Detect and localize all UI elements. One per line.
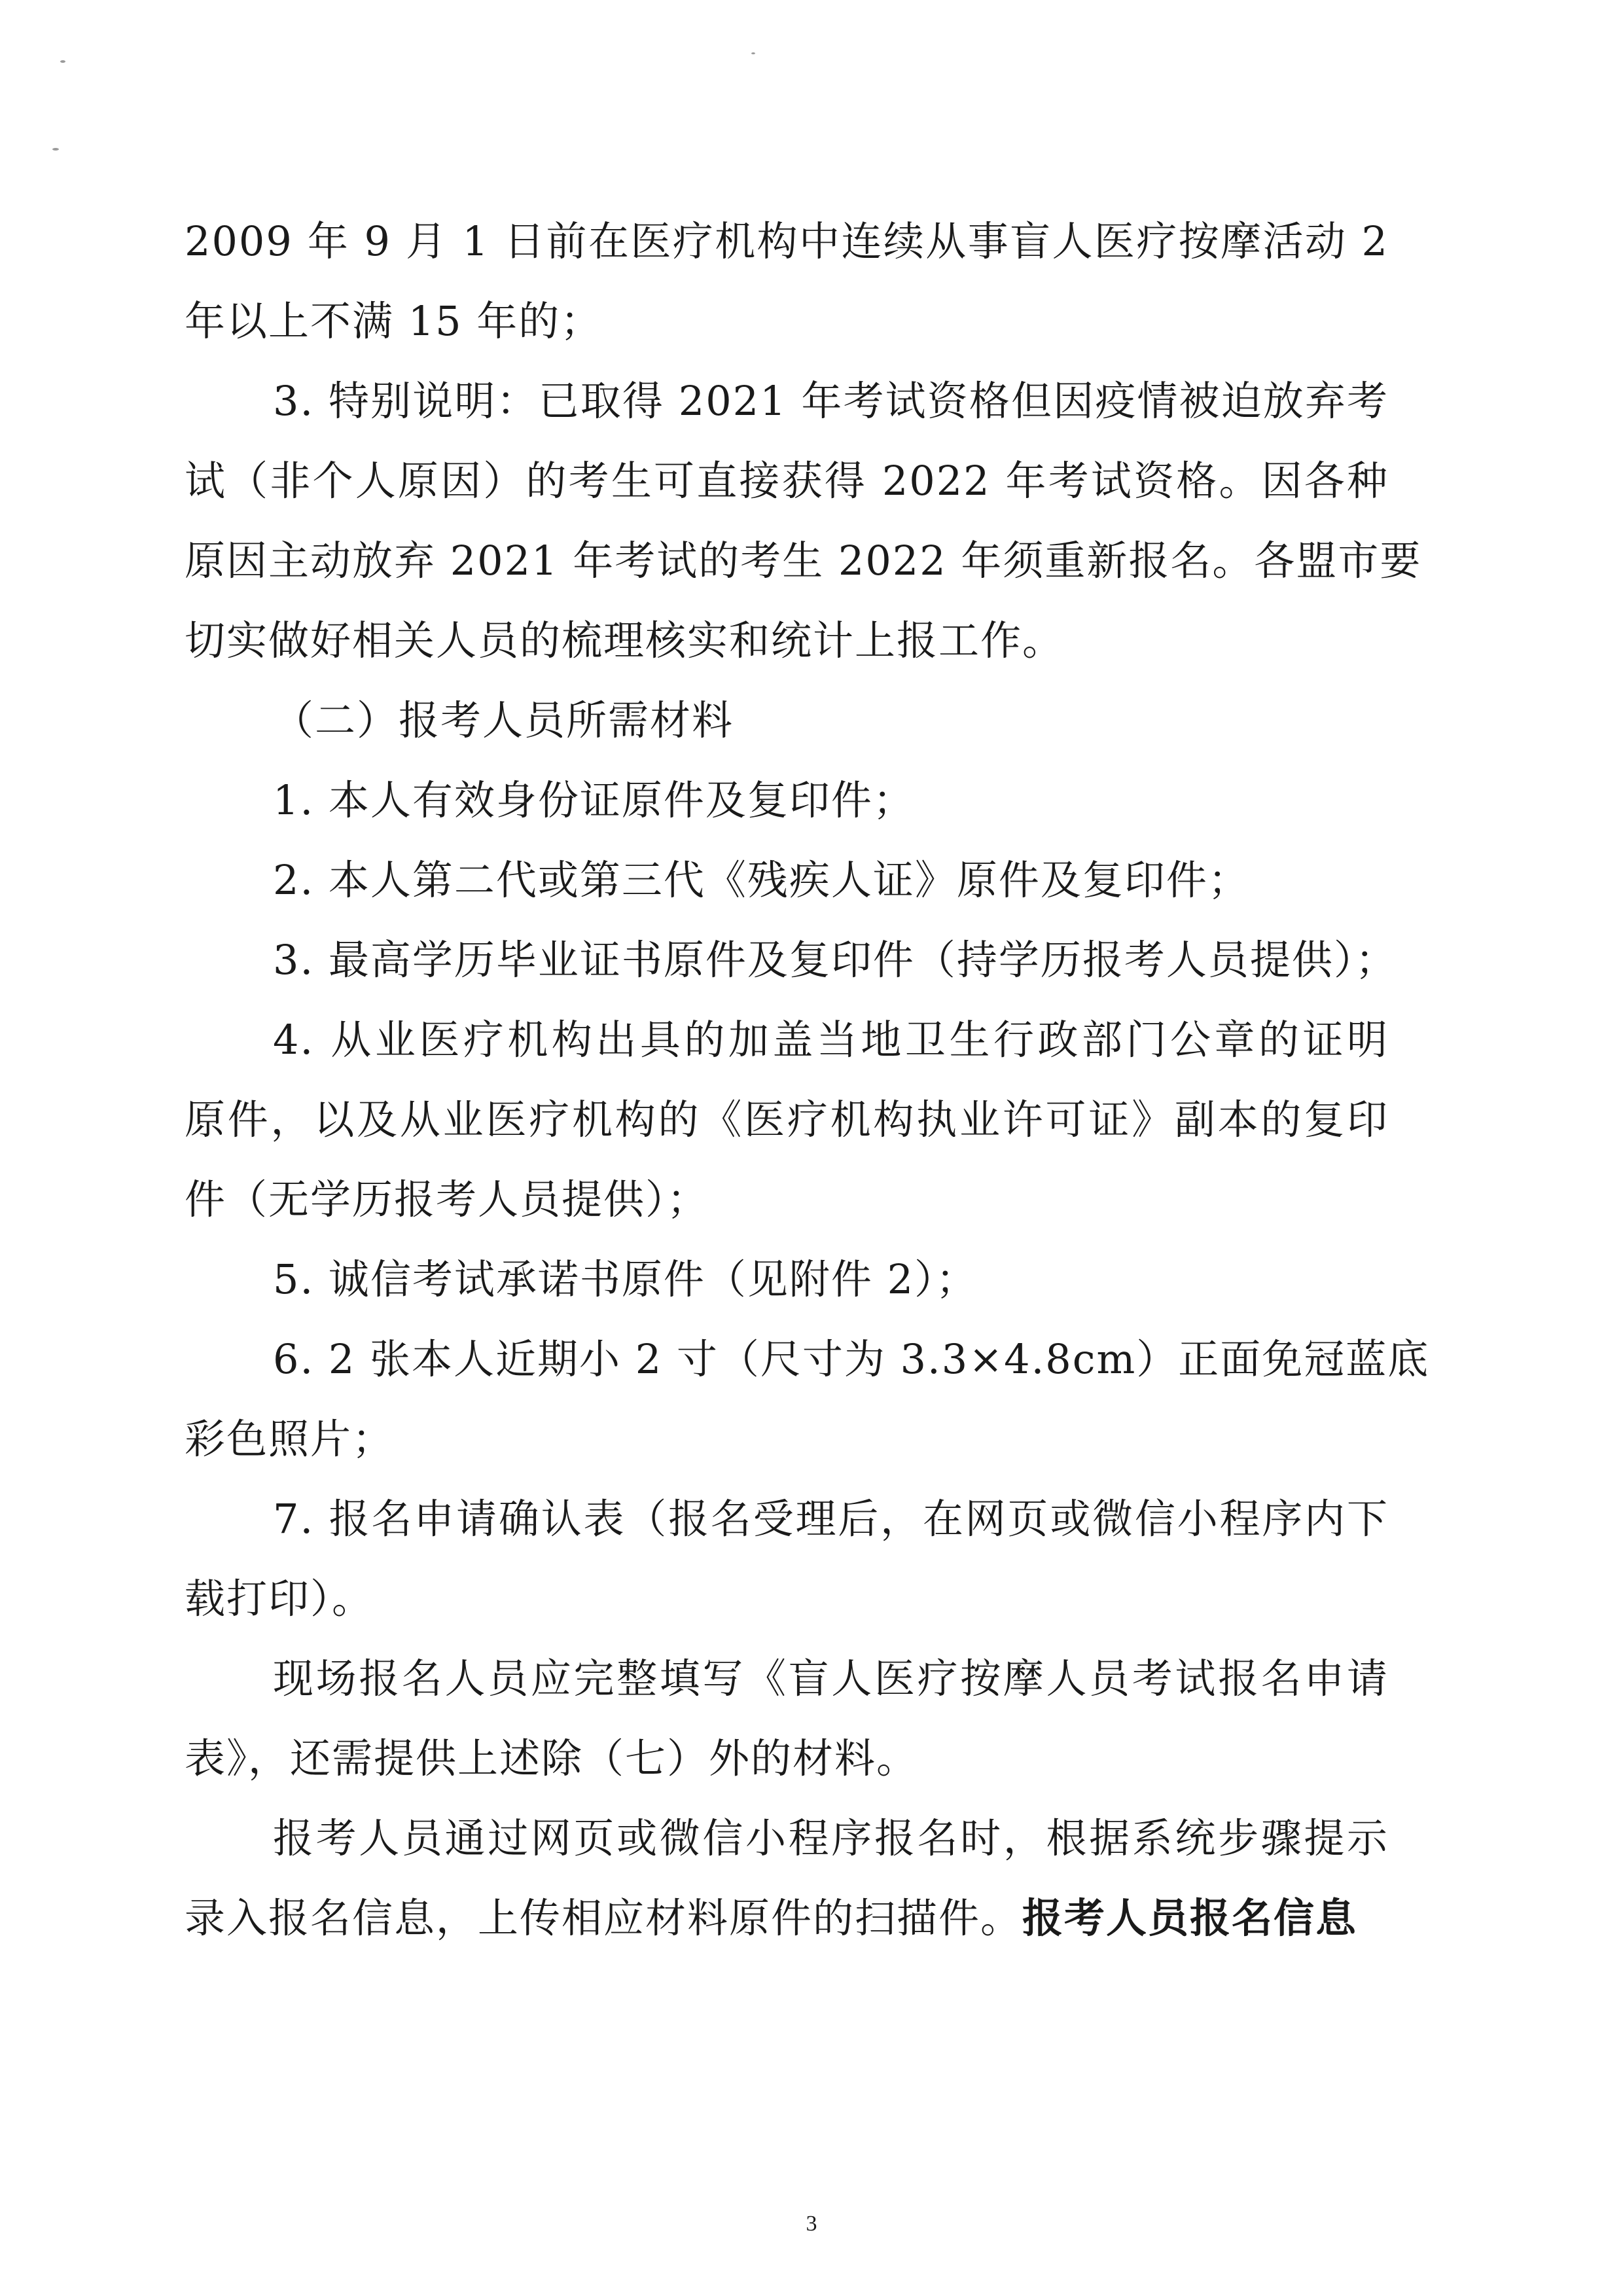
section-heading: （二）报考人员所需材料 [273,696,734,744]
list-item: 4. 从业医疗机构出具的加盖当地卫生行政部门公章的证明 [273,1016,1389,1064]
paragraph-line: 原因主动放弃 2021 年考试的考生 2022 年须重新报名。各盟市要 [185,537,1422,584]
paragraph-line: 表》，还需提供上述除（七）外的材料。 [185,1734,919,1782]
paragraph-line: 报考人员通过网页或微信小程序报名时，根据系统步骤提示 [273,1814,1389,1862]
paragraph-line: 切实做好相关人员的梳理核实和统计上报工作。 [185,617,1065,664]
document-body [185,202,1430,1958]
scan-speck [52,148,59,151]
paragraph-line: 现场报名人员应完整填写《盲人医疗按摩人员考试报名申请 [273,1655,1389,1702]
list-item: 3. 最高学历毕业证书原件及复印件（持学历报考人员提供）； [273,936,1397,984]
scan-speck [751,52,755,54]
list-item: 7. 报名申请确认表（报名受理后，在网页或微信小程序内下 [273,1495,1389,1543]
page-number: 3 [806,2212,817,2236]
bold-phrase: 报考人员报名信息 [1022,1894,1358,1942]
list-item: 1. 本人有效身份证原件及复印件； [273,776,915,824]
paragraph-line: 2009 年 9 月 1 日前在医疗机构中连续从事盲人医疗按摩活动 2 [185,217,1389,265]
scan-speck [60,60,65,63]
paragraph-line: 试（非个人原因）的考生可直接获得 2022 年考试资格。因各种 [185,457,1389,505]
paragraph-line-final [185,1878,1389,1958]
list-item: 6. 2 张本人近期小 2 寸（尺寸为 3.3×4.8cm）正面免冠蓝底 [273,1335,1430,1383]
list-item: 5. 诚信考试承诺书原件（见附件 2）； [273,1255,978,1303]
paragraph-line: 彩色照片； [185,1415,395,1463]
paragraph-line: 件（无学历报考人员提供）； [185,1175,709,1223]
paragraph-text: 录入报名信息，上传相应材料原件的扫描件。 [185,1894,1023,1942]
paragraph-line: 年以上不满 15 年的； [185,297,603,345]
list-item: 2. 本人第二代或第三代《残疾人证》原件及复印件； [273,856,1250,904]
paragraph-line: 原件，以及从业医疗机构的《医疗机构执业许可证》副本的复印 [185,1096,1389,1143]
paragraph-line: 3. 特别说明：已取得 2021 年考试资格但因疫情被迫放弃考 [273,377,1389,425]
paragraph-line: 载打印）。 [185,1575,374,1623]
